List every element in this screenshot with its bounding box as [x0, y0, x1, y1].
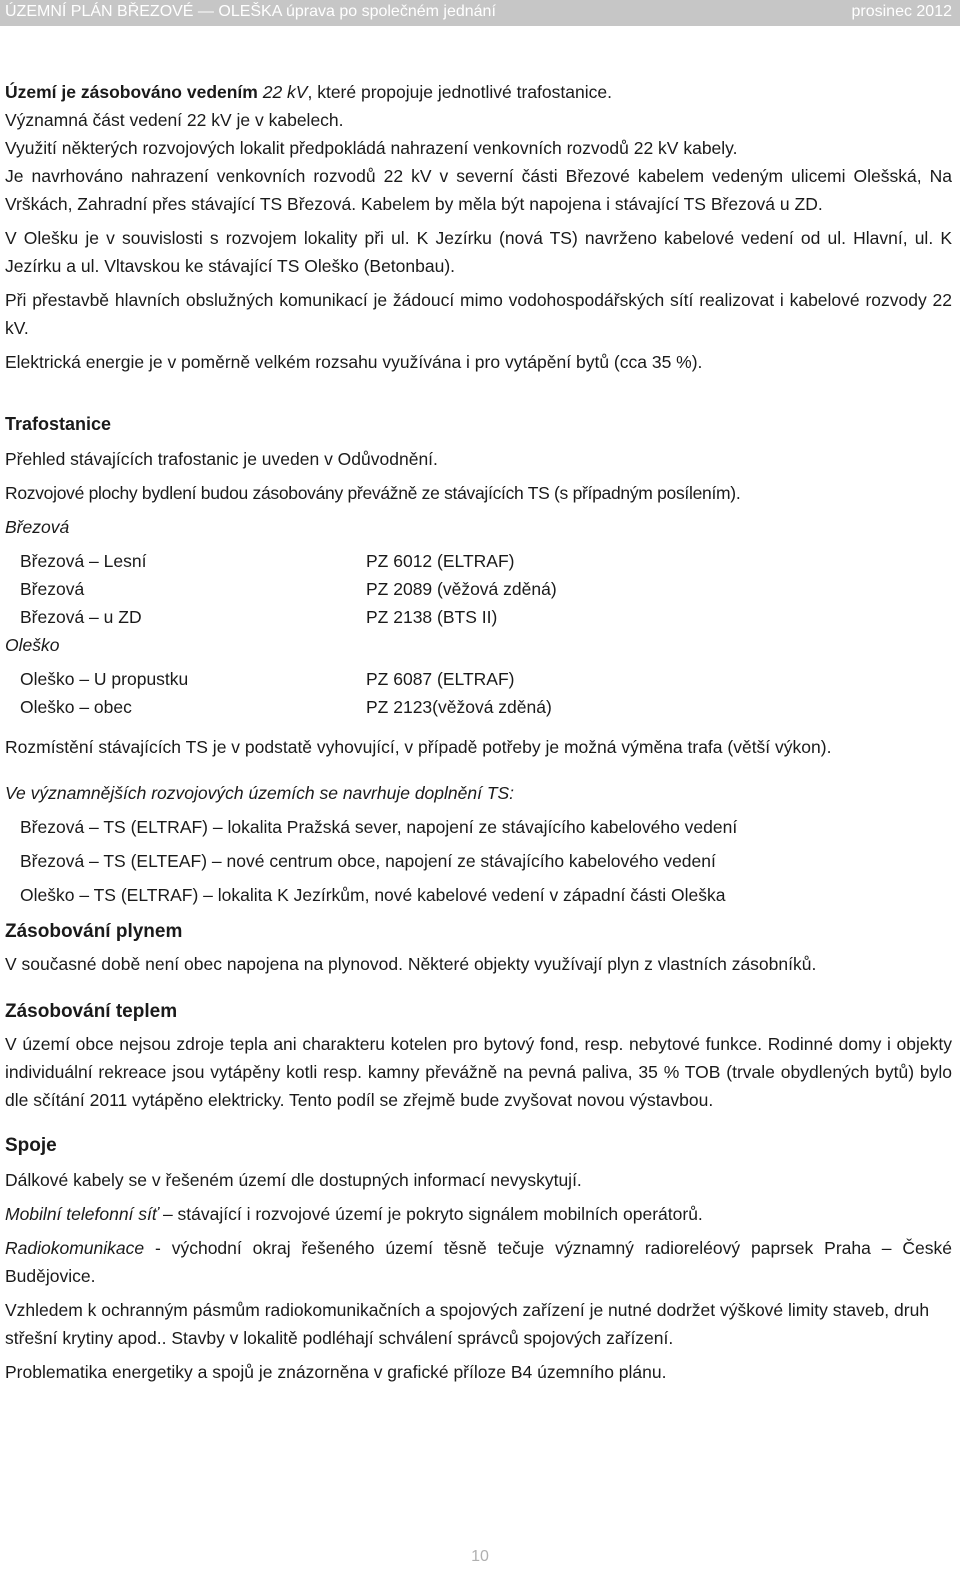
ts-type: PZ 6087 (ELTRAF)	[366, 669, 515, 689]
heat-paragraph: V území obce nejsou zdroje tepla ani charakteru kotelen pro bytový fond, resp. nebytové funkce. Rodinné domy i objekty individuální rekreace jsou vytápěny kotli resp. kamny převážně na pevná paliva, 35 % TOB (trvale obydlených bytů) bylo dle sčítání 2011 vytápěno elektricky. Tento podíl se zřejmě bude zvyšovat novou výstavbou.	[5, 1034, 952, 1110]
ts-name: Oleško – U propustku	[20, 669, 189, 689]
links-paragraph-4: Vzhledem k ochranným pásmům radiokomunikačních a spojových zařízení je nutné dodržet výškové limity staveb, druh střešní krytiny apod.. Stavby v lokalitě podléhají schválení správců spojových zařízení.	[5, 1300, 930, 1348]
trafo-proposal-heading: Ve významnějších rozvojových územích se navrhuje doplnění TS:	[5, 783, 515, 803]
table-row	[5, 547, 952, 575]
trafo-heading	[5, 410, 952, 439]
intro-line-3: Využití některých rozvojových lokalit předpokládá nahrazení venkovních rozvodů 22 kV kabely.	[5, 138, 738, 158]
links-heading: Spoje	[5, 1135, 57, 1156]
heat-heading: Zásobování teplem	[5, 1001, 178, 1022]
intro-line-1-rest: , které propojuje jednotlivé trafostanice.	[307, 82, 612, 102]
ts-name: Březová – Lesní	[20, 551, 147, 571]
links-paragraph-2	[5, 1200, 952, 1228]
trafo-paragraph-3: Rozmístění stávajících TS je v podstatě vyhovující, v případě potřeby je možná výměna trafa (větší výkon).	[5, 737, 832, 757]
header-title: ÚZEMNÍ PLÁN BŘEZOVÉ — OLEŠKA úprava po společném jednání	[5, 3, 496, 20]
page-number: 10	[471, 1548, 489, 1565]
links-paragraph-1: Dálkové kabely se v řešeném území dle dostupných informací nevyskytují.	[5, 1170, 582, 1190]
links-paragraph-3	[5, 1234, 952, 1290]
intro-line-1	[5, 78, 952, 106]
trafo-group-brezova: Březová	[5, 517, 70, 537]
table-row	[5, 693, 952, 721]
ts-type: PZ 2089 (věžová zděná)	[366, 579, 557, 599]
intro-line-1-italic: 22 kV	[262, 82, 308, 102]
intro-line-1-bold: Území je zásobováno vedením	[5, 82, 258, 102]
links-paragraph-5: Problematika energetiky a spojů je znázorněna v grafické příloze B4 územního plánu.	[5, 1362, 667, 1382]
intro-line-2: Významná část vedení 22 kV je v kabelech.	[5, 110, 344, 130]
intro-paragraph-6: Při přestavbě hlavních obslužných komunikací je žádoucí mimo vodohospodářských sítí realizovat i kabelové rozvody 22 kV.	[5, 290, 952, 338]
list-item: Březová – TS (ELTEAF) – nové centrum obce, napojení ze stávajícího kabelového vedení	[20, 851, 716, 871]
trafo-table-brezova	[5, 547, 952, 631]
radiocom-label: Radiokomunikace	[5, 1238, 145, 1258]
radiocom-text: - východní okraj řešeného území těsně tečuje významný radioreléový paprsek Praha – České Budějovice.	[5, 1238, 952, 1286]
table-row	[5, 603, 952, 631]
mobile-network-label: Mobilní telefonní síť	[5, 1204, 159, 1224]
trafo-proposal-list	[5, 810, 952, 912]
table-row	[5, 665, 952, 693]
trafo-paragraph-1: Přehled stávajících trafostanic je uveden v Odůvodnění.	[5, 449, 438, 469]
page-header	[0, 0, 960, 26]
list-item: Oleško – TS (ELTRAF) – lokalita K Jezírkům, nové kabelové vedení v západní části Oleška	[20, 885, 726, 905]
intro-paragraph-5: V Olešku je v souvislosti s rozvojem lokality při ul. K Jezírku (nová TS) navrženo kabelové vedení od ul. Hlavní, ul. K Jezírku a ul. Vltavskou ke stávající TS Oleško (Betonbau).	[5, 228, 952, 276]
trafo-group-olesko: Oleško	[5, 635, 60, 655]
intro-paragraph-7: Elektrická energie je v poměrně velkém rozsahu využívána i pro vytápění bytů (cca 35 %).	[5, 352, 703, 372]
trafo-table-olesko	[5, 665, 952, 721]
header-date: prosinec 2012	[851, 3, 952, 20]
gas-paragraph: V současné době není obec napojena na plynovod. Některé objekty využívají plyn z vlastních zásobníků.	[5, 954, 817, 974]
mobile-network-text: – stávající i rozvojové území je pokryto signálem mobilních operátorů.	[158, 1204, 703, 1224]
ts-type: PZ 2123(věžová zděná)	[366, 697, 552, 717]
page-content	[5, 78, 952, 1386]
gas-heading: Zásobování plynem	[5, 921, 183, 942]
ts-name: Oleško – obec	[20, 697, 132, 717]
ts-type: PZ 2138 (BTS II)	[366, 607, 498, 627]
intro-paragraph-4: Je navrhováno nahrazení venkovních rozvodů 22 kV v severní části Březové kabelem vedeným ulicemi Olešská, Na Vrškách, Zahradní přes stávající TS Březová. Kabelem by měla být napojena i stávající TS Březová u ZD.	[5, 166, 952, 214]
table-row	[5, 575, 952, 603]
trafo-paragraph-2: Rozvojové plochy bydlení budou zásobovány převážně ze stávajících TS (s případným posílením).	[5, 483, 741, 503]
ts-name: Březová – u ZD	[20, 607, 142, 627]
list-item: Březová – TS (ELTRAF) – lokalita Pražská sever, napojení ze stávajícího kabelového vedení	[20, 817, 738, 837]
ts-type: PZ 6012 (ELTRAF)	[366, 551, 515, 571]
trafo-heading-text: Trafostanice	[5, 414, 112, 434]
ts-name: Březová	[20, 579, 85, 599]
